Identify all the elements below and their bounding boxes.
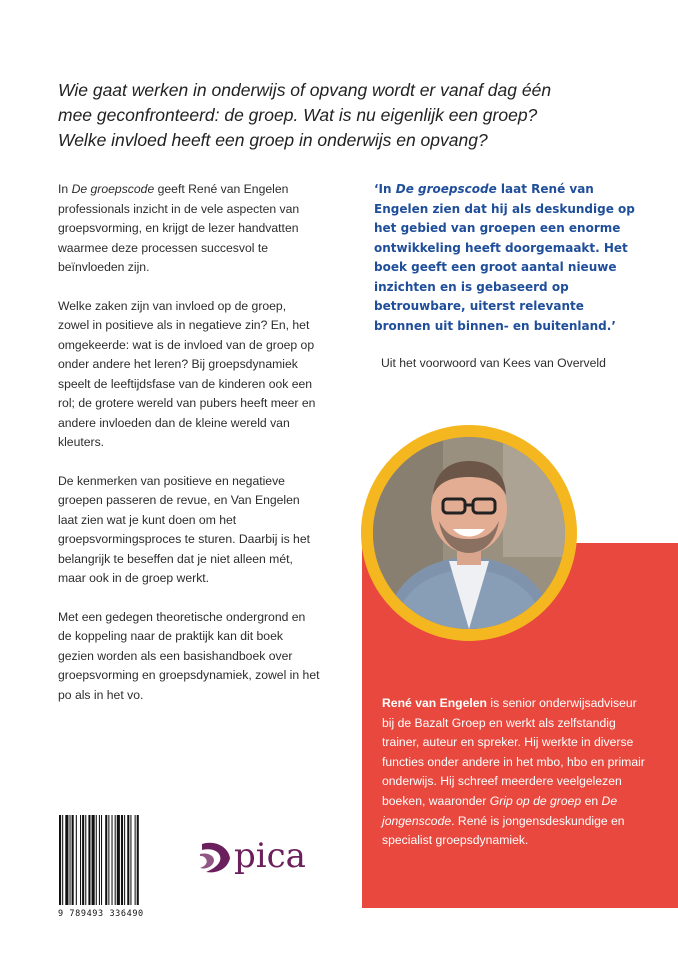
book-title: De groepscode xyxy=(395,182,497,196)
bio-text xyxy=(382,694,648,851)
book-title: De groepscode xyxy=(71,182,155,196)
author-portrait-icon xyxy=(373,437,565,629)
text-span: is senior onderwijsadviseur bij de Bazalt Groep en werkt als zelfstandig trainer, auteur en spreker. Hij werkte in diverse functies onder andere in het mbo, hbo en primair onderwijs. Hij schreef meerdere veelgelezen boeken, waaronder xyxy=(382,696,645,808)
book-title: Grip op de groep xyxy=(489,793,582,808)
description-paragraph: Welke zaken zijn van invloed op de groep, zowel in positieve als in negatieve zin? En, het omgekeerde: wat is de invloed van de groep op onder andere het leren? Bij groepsdynamiek speelt de leeftijdsfase van de kinderen ook een rol; de grotere wereld van pubers heeft meer en andere invloeden dan de kleine wereld van kleuters. xyxy=(58,298,316,449)
foreword-quote xyxy=(374,180,636,336)
author-name: René van Engelen xyxy=(382,696,487,710)
quote-source: Uit het voorwoord van Kees van Overveld xyxy=(381,356,606,370)
description-paragraph: De kenmerken van positieve en negatieve groepen passeren de revue, en Van Engelen laat zien wat je kunt doen om het groepsvormingsproces te sturen. Daarbij is het belangrijk te beseffen dat je niet alleen mét, maar ook in de groep werkt. xyxy=(58,473,310,585)
author-photo xyxy=(373,437,565,629)
barcode-bars-icon xyxy=(58,815,169,905)
text-span: laat René van Engelen zien dat hij als deskundige op het gebied van groepen een enorme ontwikkeling heeft doorgemaakt. Het boek geeft een groot aantal nieuwe inzichten en is gebaseerd op betrouwbare, uiterst relevante bronnen uit binnen- en buitenland.’ xyxy=(374,182,635,333)
description-paragraph: Met een gedegen theoretische ondergrond en de koppeling naar de praktijk kan dit boek gezien worden als een basishandboek over groepsvorming en groepsdynamiek, zowel in het po als in het vo. xyxy=(58,609,320,702)
author-bio xyxy=(382,694,648,851)
intro-text xyxy=(58,78,618,153)
text-span: In xyxy=(58,182,72,196)
description-paragraph xyxy=(58,180,320,278)
publisher-name: pica xyxy=(234,836,306,876)
text-span: ‘In xyxy=(374,182,396,196)
text-span: . René is jongensdeskundige en specialist groepsdynamiek. xyxy=(382,813,625,848)
intro-line: Welke invloed heeft een groep in onderwijs en opvang? xyxy=(58,130,488,150)
description-column xyxy=(58,180,320,724)
text-span: en xyxy=(581,793,602,808)
book-title: De jongenscode xyxy=(382,793,618,828)
intro-line: Wie gaat werken in onderwijs of opvang wordt er vanaf dag één xyxy=(58,80,552,100)
text-span: geeft René van Engelen professionals inzicht in de vele aspecten van groepsvorming, en krijgt de lezer handvatten waarmee deze processen succesvol te beïnvloeden zijn. xyxy=(58,182,300,274)
pica-swirl-icon xyxy=(198,838,234,878)
publisher-logo xyxy=(198,838,328,882)
quote-text xyxy=(374,180,636,336)
isbn-barcode xyxy=(58,815,169,923)
isbn-number: 9 789493 336490 xyxy=(58,909,144,919)
intro-line: mee geconfronteerd: de groep. Wat is nu eigenlijk een groep? xyxy=(58,105,538,125)
